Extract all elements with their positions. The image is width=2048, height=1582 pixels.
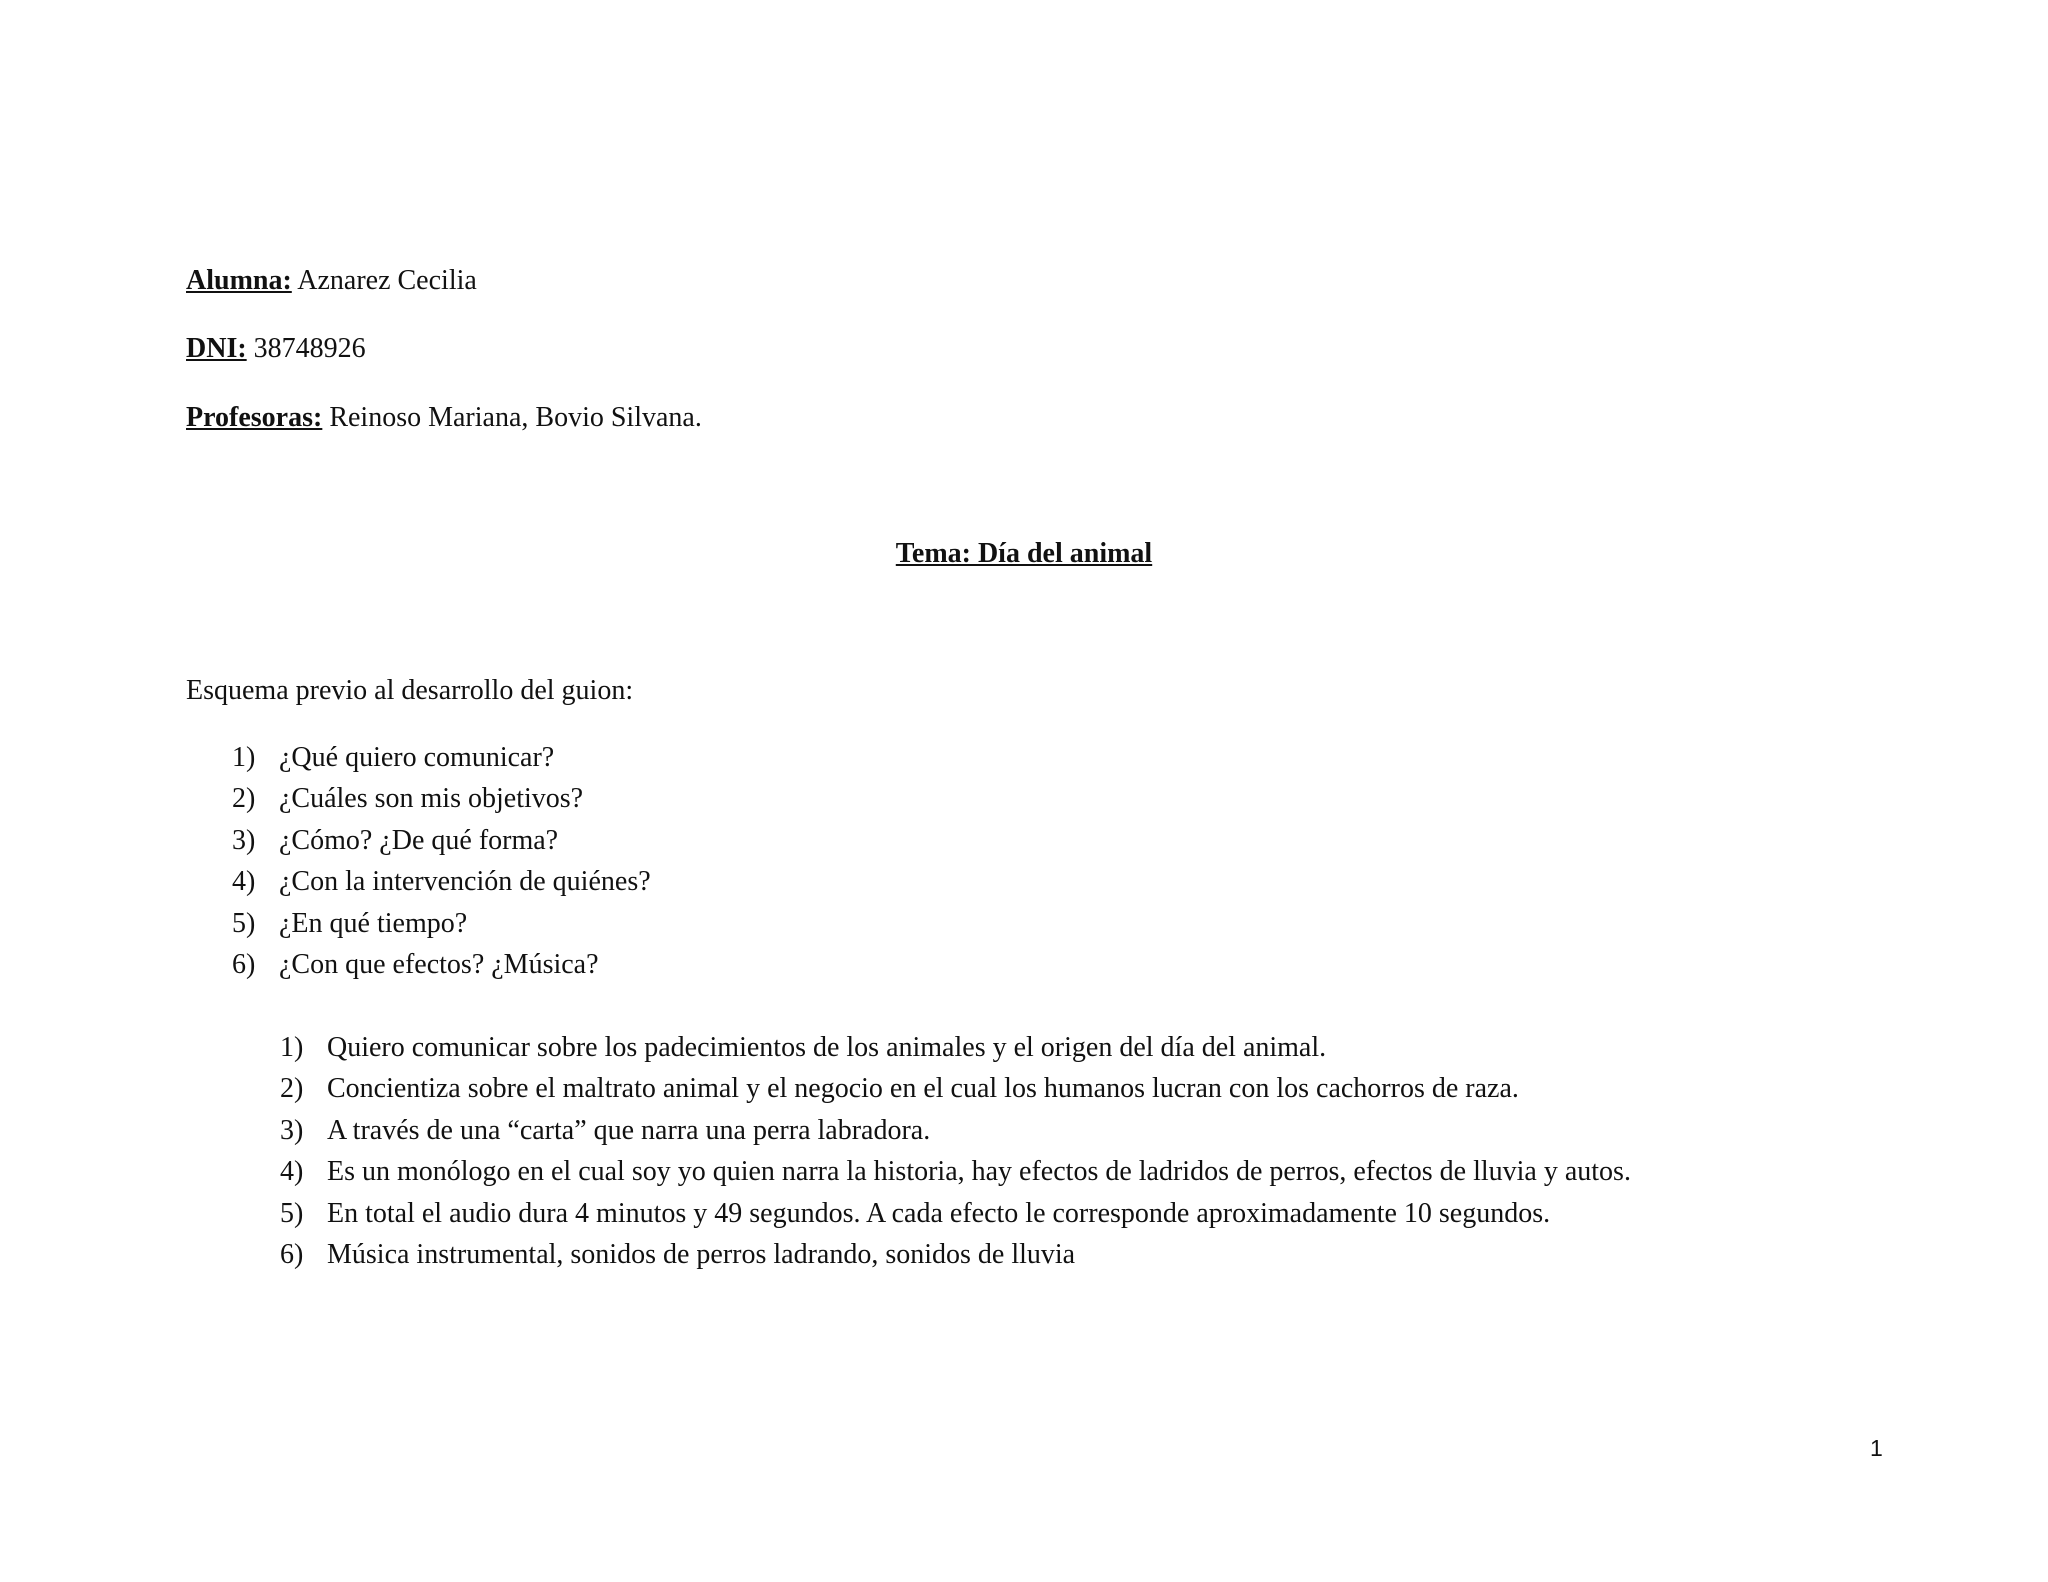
intro-text: Esquema previo al desarrollo del guion: [186, 675, 634, 706]
item-text: ¿Con que efectos? ¿Música? [279, 949, 599, 981]
dni-line [186, 332, 366, 366]
item-number: 5) [280, 1197, 304, 1229]
item-number: 6) [280, 1239, 304, 1271]
document-title: Tema: Día del animal [895, 538, 1153, 569]
list-item [280, 1234, 1631, 1275]
item-number: 2) [232, 783, 256, 815]
list-item [280, 1068, 1631, 1109]
answers-list [280, 1027, 1631, 1275]
item-text: ¿Cómo? ¿De qué forma? [279, 824, 559, 856]
student-label: Alumna: [186, 265, 292, 296]
list-item [280, 1027, 1631, 1068]
questions-list [232, 737, 651, 985]
teachers-label: Profesoras: [186, 402, 323, 433]
item-text: En total el audio dura 4 minutos y 49 segundos. A cada efecto le corresponde aproximadamente 10 segundos. [327, 1197, 1551, 1229]
item-text: ¿Con la intervención de quiénes? [279, 866, 651, 898]
item-text: ¿En qué tiempo? [279, 907, 468, 939]
teachers-line [186, 401, 702, 435]
item-text: ¿Cuáles son mis objetivos? [279, 783, 584, 815]
list-item [232, 861, 651, 902]
item-number: 4) [280, 1156, 304, 1188]
item-number: 4) [232, 866, 256, 898]
item-text: A través de una “carta” que narra una perra labradora. [327, 1114, 931, 1146]
item-text: ¿Qué quiero comunicar? [279, 742, 555, 773]
list-item [280, 1110, 1631, 1151]
item-number: 3) [232, 824, 256, 856]
item-text: Quiero comunicar sobre los padecimientos de los animales y el origen del día del animal. [327, 1032, 1327, 1063]
item-number: 2) [280, 1073, 304, 1105]
item-number: 1) [232, 742, 256, 773]
page-number: 1 [1870, 1435, 1883, 1461]
student-value: Aznarez Cecilia [291, 265, 477, 296]
list-item [232, 903, 651, 944]
list-item [232, 778, 651, 819]
list-item [232, 820, 651, 861]
item-text: Es un monólogo en el cual soy yo quien narra la historia, hay efectos de ladridos de perros, efectos de lluvia y autos. [327, 1156, 1631, 1188]
student-line [186, 264, 477, 298]
list-item [280, 1151, 1631, 1192]
list-item [232, 737, 651, 778]
item-text: Música instrumental, sonidos de perros ladrando, sonidos de lluvia [327, 1239, 1076, 1271]
teachers-value: Reinoso Mariana, Bovio Silvana. [322, 402, 702, 433]
list-item [280, 1193, 1631, 1234]
item-number: 5) [232, 907, 256, 939]
item-number: 3) [280, 1114, 304, 1146]
dni-value: 38748926 [246, 333, 366, 364]
list-item [232, 944, 651, 985]
item-number: 6) [232, 949, 256, 981]
dni-label: DNI: [186, 333, 247, 364]
item-number: 1) [280, 1032, 304, 1063]
item-text: Concientiza sobre el maltrato animal y el negocio en el cual los humanos lucran con los cachorros de raza. [327, 1073, 1519, 1105]
